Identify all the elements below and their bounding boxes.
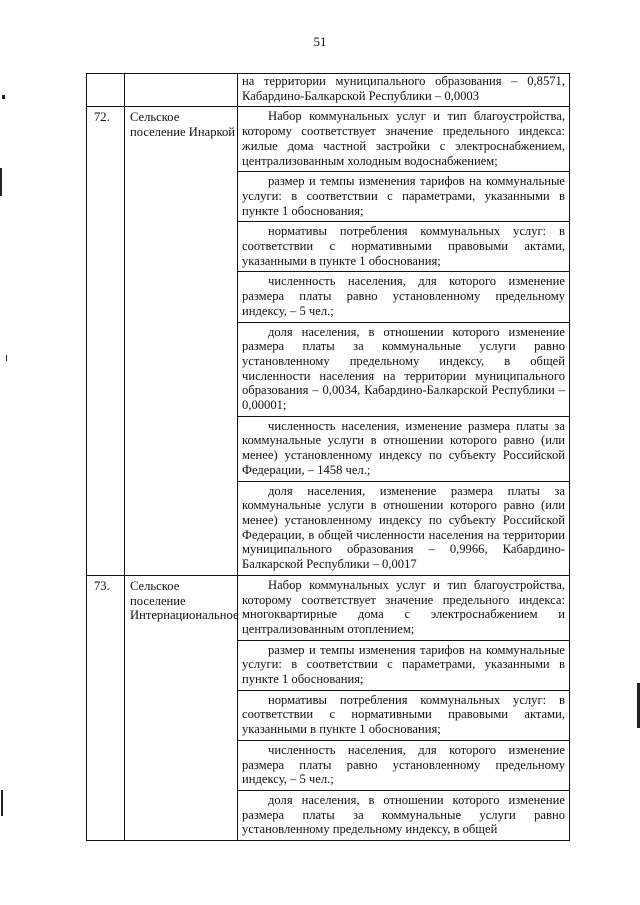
paragraph: численность населения, изменение размера платы за коммунальные услуги в отношении которого равно (или менее) установленному индексу по субъекту Российской Федерации, – 1458 чел.;	[238, 416, 569, 481]
row-number	[87, 74, 125, 107]
paragraph: размер и темпы изменения тарифов на коммунальные услуги: в соответствии с параметрами, указанными в пункте 1 обоснования;	[238, 640, 569, 690]
row-content	[238, 74, 570, 107]
paragraph: на территории муниципального образования – 0,8571, Кабардино-Балкарской Республики – 0,0003	[242, 74, 565, 103]
document-table	[86, 73, 570, 841]
scan-mark-left-bar	[0, 168, 2, 196]
row-content	[238, 107, 570, 575]
paragraph: Набор коммунальных услуг и тип благоустройства, которому соответствует значение предельного индекса: жилые дома частной застройки с электроснабжением, централизованным холодным водоснабжением;	[242, 109, 565, 168]
paragraph: доля населения, изменение размера платы за коммунальные услуги в отношении которого равно (или менее) установленному индексу по субъекту Российской Федерации, в общей численности населения на территории муниципального образования – 0,9966, Кабардино-Балкарской Республики – 0,0017	[238, 481, 569, 575]
table-row	[87, 74, 570, 107]
row-number: 72.	[87, 107, 125, 575]
paragraph: численность населения, для которого изменение размера платы равно установленному предельному индексу, – 5 чел.;	[238, 740, 569, 790]
settlement-name: Сельское поселение Инаркой	[125, 107, 238, 575]
scan-mark-left-top	[2, 95, 5, 99]
paragraph: размер и темпы изменения тарифов на коммунальные услуги: в соответствии с параметрами, указанными в пункте 1 обоснования;	[238, 171, 569, 221]
scan-mark-left-dot	[6, 355, 7, 361]
settlement-name: Сельское поселение Интернациональное	[125, 575, 238, 840]
paragraph: доля населения, в отношении которого изменение размера платы за коммунальные услуги равно установленному предельному индексу, в общей	[238, 790, 569, 840]
table-row	[87, 107, 570, 575]
paragraph: нормативы потребления коммунальных услуг: в соответствии с нормативными правовыми актами, указанными в пункте 1 обоснования;	[238, 221, 569, 271]
page-number: 51	[313, 34, 327, 49]
paragraph: Набор коммунальных услуг и тип благоустройства, которому соответствует значение предельного индекса: многоквартирные дома с электроснабжением и централизованным отоплением;	[242, 577, 565, 636]
paragraph: нормативы потребления коммунальных услуг: в соответствии с нормативными правовыми актами, указанными в пункте 1 обоснования;	[238, 690, 569, 740]
row-content	[238, 575, 570, 840]
paragraph: численность населения, для которого изменение размера платы равно установленному предельному индексу, – 5 чел.;	[238, 271, 569, 321]
settlement-name	[125, 74, 238, 107]
scan-mark-left-bottom	[1, 790, 3, 816]
row-number: 73.	[87, 575, 125, 840]
paragraph: доля населения, в отношении которого изменение размера платы за коммунальные услуги равно установленному предельному индексу, в общей численности населения на территории муниципального образования – 0,0034, Кабардино-Балкарской Республики – 0,00001;	[238, 322, 569, 416]
table-row	[87, 575, 570, 840]
